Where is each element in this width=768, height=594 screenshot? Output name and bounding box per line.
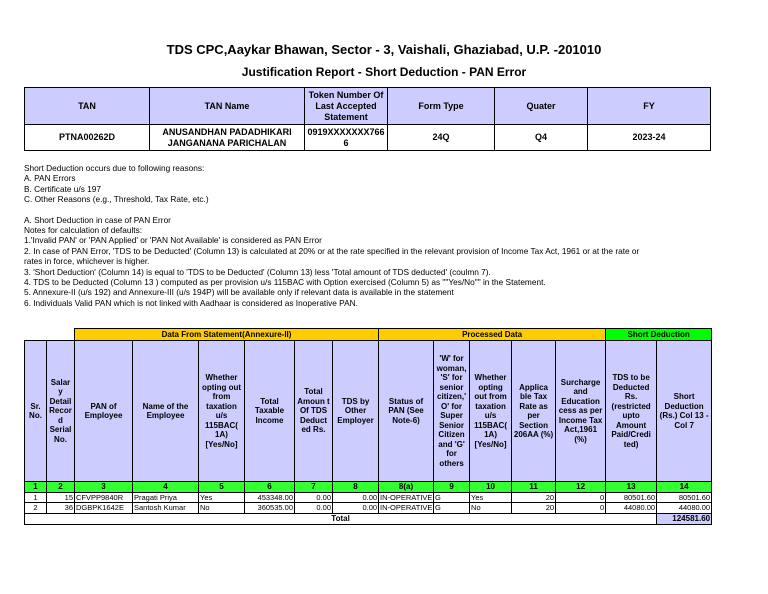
col-header: 'W' for woman, 'S' for senior citizen,' O' for Super Senior Citizen and 'G' for others (434, 341, 470, 482)
total-row (25, 513, 712, 524)
col-header: Salar y Detail Recor d Serial No. (47, 341, 75, 482)
quarter-value: Q4 (495, 125, 588, 151)
note-point: 4. TDS to be Deducted (Column 13 ) computed as per provision u/s 115BAC with Option exercised (Column 5) as ""Yes/No"" in the Statement. (24, 277, 546, 288)
notes-section (24, 163, 724, 308)
col-header: Total Amoun t Of TDS Deduct ed Rs. (295, 341, 333, 482)
col-number: 4 (133, 482, 199, 493)
note-point: 5. Annexure-II (u/s 192) and Annexure-III (u/s 194P) will be available only if relevant data is available in the statement (24, 287, 454, 298)
fy-header: FY (588, 88, 711, 125)
col-header: Whether opting out from taxation u/s 115BAC( 1A) [Yes/No] (199, 341, 245, 482)
col-header: Whether opting out from taxation u/s 115BAC( 1A) [Yes/No] (470, 341, 512, 482)
report-title: Justification Report - Short Deduction - PAN Error (241, 65, 527, 79)
col-header: Sr. No. (25, 341, 47, 482)
col-number: 11 (512, 482, 556, 493)
note-point: 1.'Invalid PAN' or 'PAN Applied' or 'PAN Not Available' is considered as PAN Error (24, 235, 322, 246)
col-number: 5 (199, 482, 245, 493)
note-point: rates in force, whichever is higher. (24, 256, 150, 267)
col-number: 14 (657, 482, 712, 493)
table-row: 2 36 DGBPK1642E Santosh Kumar No 360535.00 0.00 0.00 IN-OPERATIVE G No 20 0 44080.00 44080.00 (25, 503, 712, 514)
col-header: Name of the Employee (133, 341, 199, 482)
band-processed: Processed Data (379, 329, 606, 341)
col-header: TDS by Other Employer (333, 341, 379, 482)
col-header: Short Deduction (Rs.) Col 13 - Col 7 (657, 341, 712, 482)
band-statement: Data From Statement(Annexure-II) (75, 329, 379, 341)
section-title: A. Short Deduction in case of PAN Error (24, 214, 171, 225)
tan-name-header: TAN Name (150, 88, 305, 125)
col-number: 9 (434, 482, 470, 493)
calc-title: Notes for calculation of defaults: (24, 225, 143, 236)
form-type-header: Form Type (388, 88, 495, 125)
tan-name-value: ANUSANDHAN PADADHIKARI JANGANANA PARICHALAN (150, 125, 305, 151)
note-point: 2. In case of PAN Error, 'TDS to be Deducted' (Column 13) is calculated at 20% or at the rate specified in the relevant provision of Income Tax Act, 1961 or at the rate or (24, 245, 640, 256)
col-number: 10 (470, 482, 512, 493)
col-number: 8(a) (379, 482, 434, 493)
tan-value: PTNA00262D (25, 125, 150, 151)
total-value: 124581.60 (657, 513, 712, 524)
detail-table (24, 328, 712, 525)
col-header: PAN of Employee (75, 341, 133, 482)
form-type-value: 24Q (388, 125, 495, 151)
quarter-header: Quater (495, 88, 588, 125)
col-number: 7 (295, 482, 333, 493)
col-number: 13 (606, 482, 657, 493)
tan-header: TAN (25, 88, 150, 125)
note-point: 6. Individuals Valid PAN which is not linked with Aadhaar is considered as Inoperative PAN. (24, 297, 358, 308)
col-number: 1 (25, 482, 47, 493)
notes-intro: Short Deduction occurs due to following reasons: (24, 163, 205, 173)
total-label: Total (25, 513, 657, 524)
reason-item: A. PAN Errors (24, 173, 76, 184)
col-header: Status of PAN (See Note-6) (379, 341, 434, 482)
col-header: Applica ble Tax Rate as per Section 206AA (%) (512, 341, 556, 482)
reason-item: C. Other Reasons (e.g., Threshold, Tax Rate, etc.) (24, 194, 209, 205)
band-short-deduction: Short Deduction (606, 329, 712, 341)
col-header: Surcharge and Education cess as per Income Tax Act,1961 (%) (556, 341, 606, 482)
report-header-address: TDS CPC,Aaykar Bhawan, Sector - 3, Vaishali, Ghaziabad, U.P. -201010 (166, 42, 602, 57)
col-header: TDS to be Deducted Rs. (restricted upto Amount Paid/Credi ted) (606, 341, 657, 482)
token-header: Token Number Of Last Accepted Statement (305, 88, 388, 125)
col-header: Total Taxable Income (245, 341, 295, 482)
table-row: 1 15 CFVPP9840R Pragati Priya Yes 453348.00 0.00 0.00 IN-OPERATIVE G Yes 20 0 80501.60 80501.60 (25, 492, 712, 503)
col-number: 8 (333, 482, 379, 493)
col-number: 3 (75, 482, 133, 493)
token-value: 0919XXXXXXX766 6 (305, 125, 388, 151)
note-point: 3. 'Short Deduction' (Column 14) is equal to 'TDS to be Deducted' (Column 13) less 'Total amount of TDS deducted' (coulmn 7). (24, 266, 491, 277)
col-number: 6 (245, 482, 295, 493)
reason-item: B. Certificate u/s 197 (24, 183, 102, 194)
col-number: 12 (556, 482, 606, 493)
fy-value: 2023-24 (588, 125, 711, 151)
col-number: 2 (47, 482, 75, 493)
summary-table (24, 87, 711, 151)
